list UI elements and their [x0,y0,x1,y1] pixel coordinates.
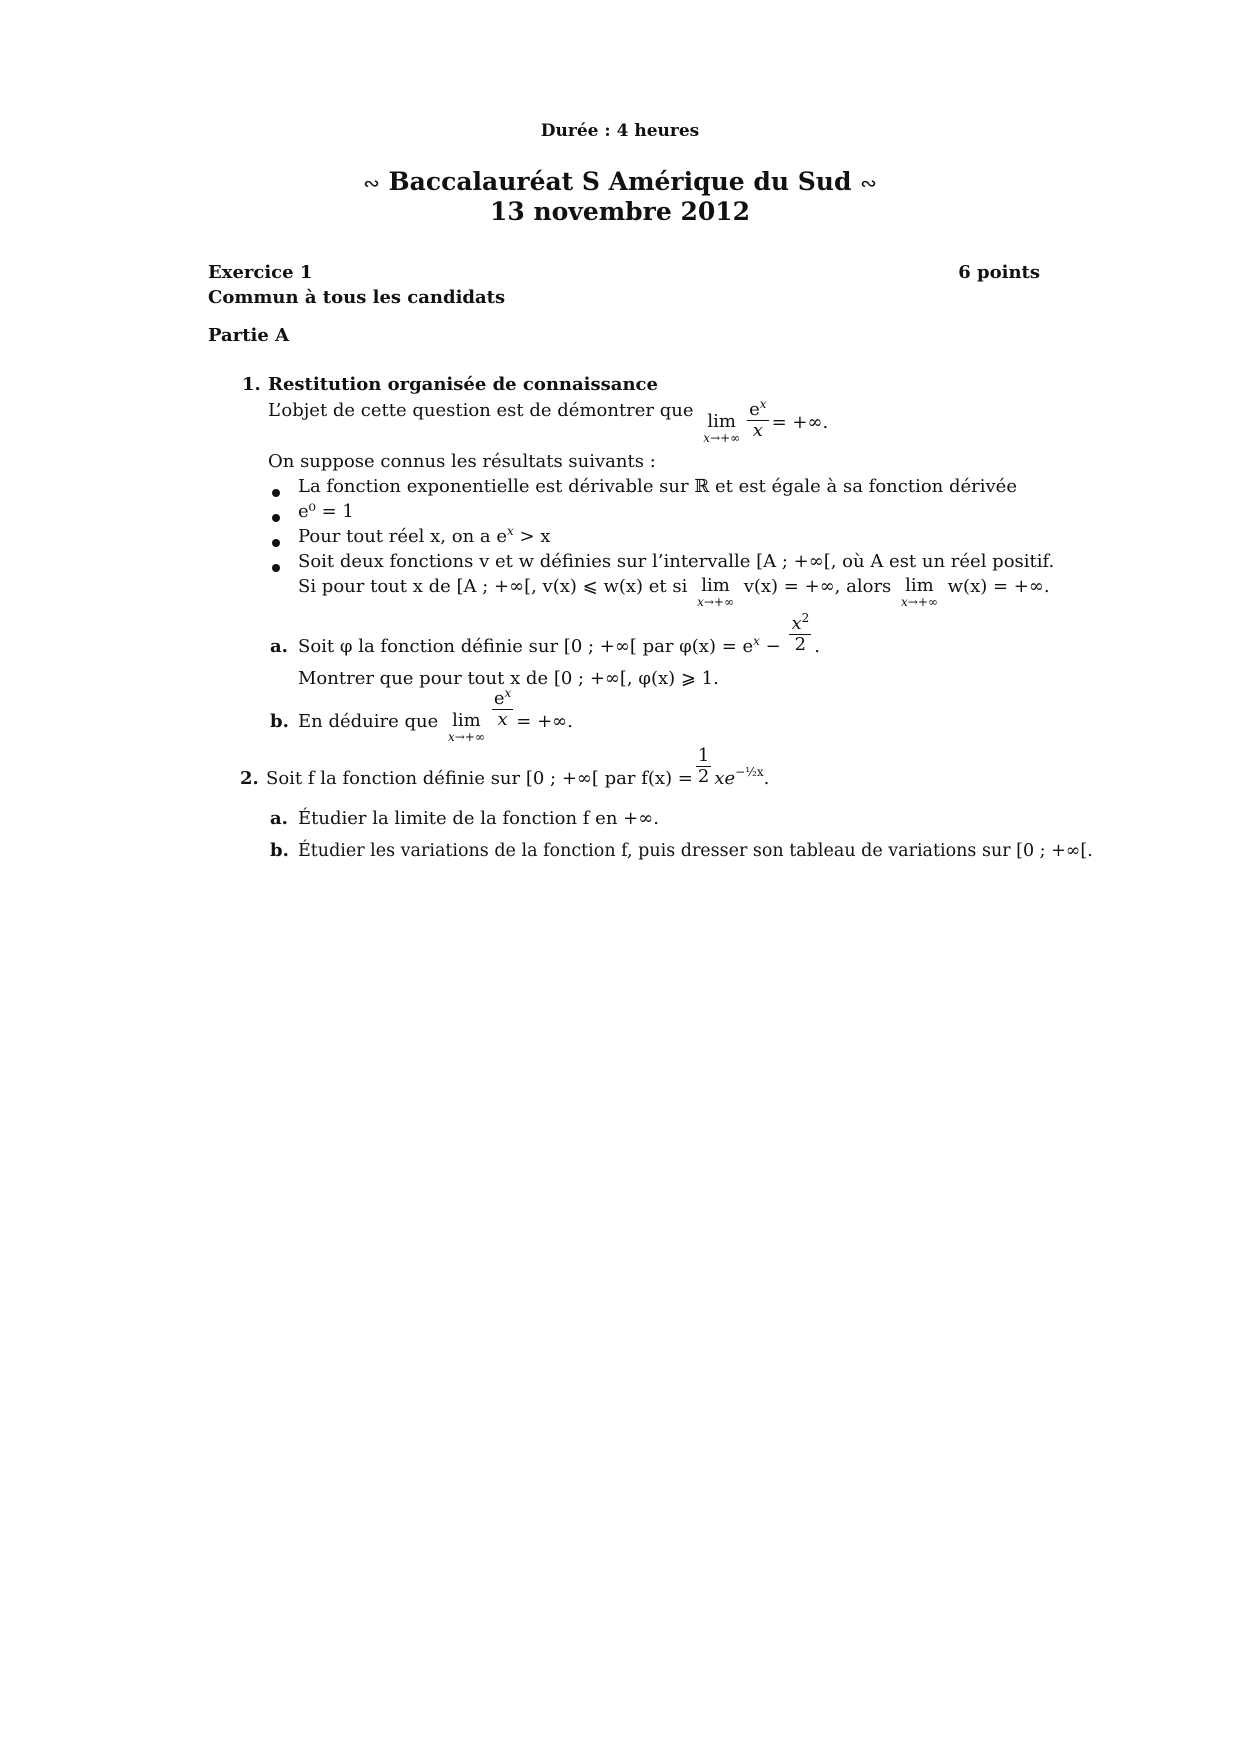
bullet-icon [272,507,280,526]
exam-date: 13 novembre 2012 [489,197,751,226]
q1a-text: Soit φ la fonction définie sur [0 ; +∞[ par $\varphi(x) = e^x$ − $\frac{x^2}{2}$ . [298,611,820,657]
bullet-3: Pour tout réel x, on a $e^x > x$ [298,524,551,547]
fraction-x2-over-2: $\frac{x^2}{2}$ [791,611,810,655]
bullet-2: e⁰ = 1 [298,501,354,522]
q1a-line-2: Montrer que pour tout x de [0 ; +∞[, φ(x) ⩾ 1. [298,668,719,689]
fraction-ex-over-x: $\frac{e^x}{x}$ [493,686,512,730]
q1b-label: b. [270,711,289,732]
bullet-icon [272,532,280,551]
q2-number: 2. [240,768,259,789]
q1-intro-line: L’objet de cette question est de démontrer que lim x→+∞ $\frac{e^x}{x}$ = +∞. [268,397,829,445]
bullet-icon [272,482,280,501]
q1a-label: a. [270,636,288,657]
limit-expression: lim x→+∞ [901,575,938,609]
title-text: Baccalauréat S Amérique du Sud [388,167,852,196]
exercise-points: 6 points [958,262,1040,283]
part-heading: Partie A [208,325,290,346]
ornament-left-icon: ∾ [363,171,380,195]
ornament-right-icon: ∾ [860,171,877,195]
q1b-text: En déduire que lim x→+∞ $\frac{e^x}{x}$ = +∞. [298,686,573,744]
q2b-text: Étudier les variations de la fonction f, puis dresser son tableau de variations sur [0 ; +∞[. [298,841,1093,861]
limit-expression: lim x→+∞ [697,575,734,609]
exercise-name: Exercice 1 [208,262,313,283]
exam-duration: Durée : 4 heures [540,121,700,141]
q2-text: Soit f la fonction définie sur [0 ; +∞[ par f(x) = $\frac{1}{2}$ $xe^{-\frac{1}{2}x}$. [266,745,770,789]
fraction-ex-over-x: $\frac{e^x}{x}$ [749,397,767,441]
exercise-audience: Commun à tous les candidats [208,287,506,308]
bullet-icon [272,557,280,576]
q2a-label: a. [270,808,288,829]
bullet-1: La fonction exponentielle est dérivable sur ℝ et est égale à sa fonction dérivée [298,476,1017,497]
q1-heading: Restitution organisée de connaissance [268,374,658,395]
bullet-4-line-1: Soit deux fonctions v et w définies sur l’intervalle [A ; +∞[, où A est un réel positif. [298,551,1055,572]
q1-assume: On suppose connus les résultats suivants : [268,451,656,472]
exam-title [0,167,1240,198]
fraction-one-half: $\frac{1}{2}$ [697,745,710,787]
q1-number: 1. [242,374,261,395]
limit-expression: lim x→+∞ [703,411,741,445]
bullet-4-line-2: Si pour tout x de [A ; +∞[, v(x) ⩽ w(x) et si lim x→+∞ v(x) = +∞, alors lim x→+∞ w(x) = +∞. [298,575,1050,609]
q2b-label: b. [270,840,289,861]
q1-intro: L’objet de cette question est de démontrer que [268,400,694,421]
q2a-text: Étudier la limite de la fonction f en +∞. [298,808,659,829]
limit-expression: lim x→+∞ [447,710,485,744]
